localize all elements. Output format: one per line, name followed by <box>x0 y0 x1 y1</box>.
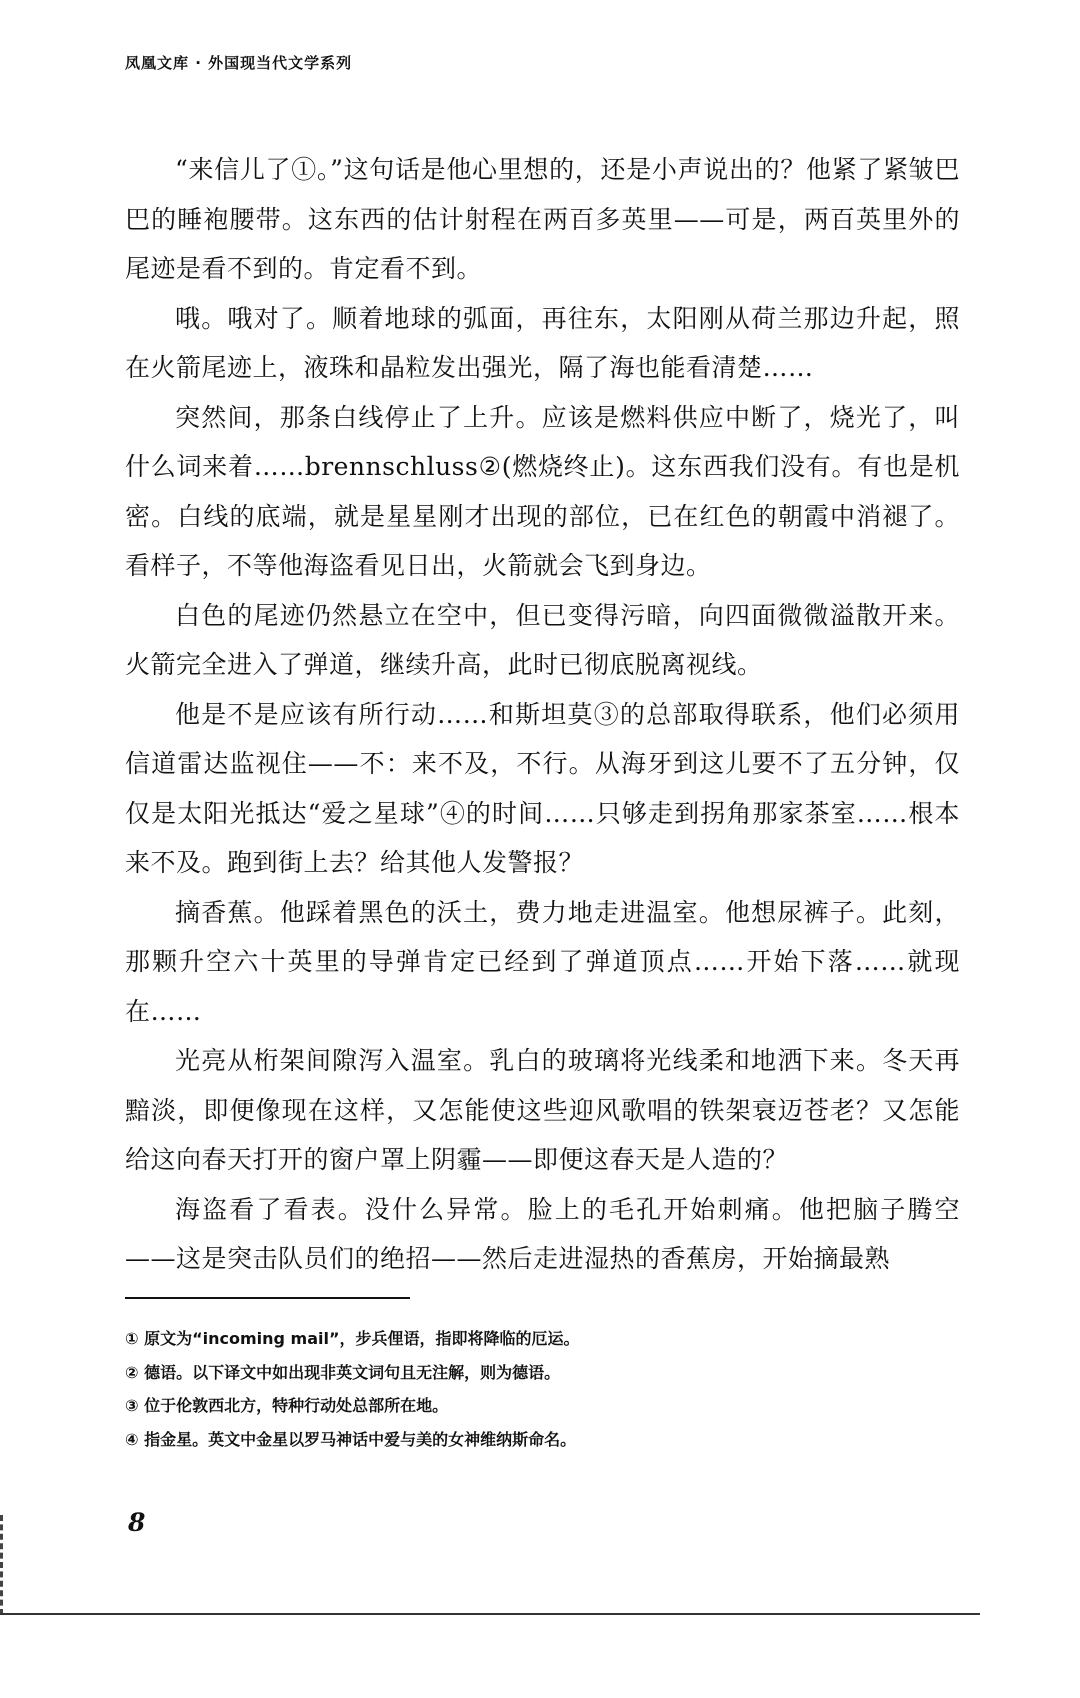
paragraph: 摘香蕉。他踩着黑色的沃土，费力地走进温室。他想尿裤子。此刻，那颗升空六十英里的导弹肯定已经到了弹道顶点……开始下落……就现在…… <box>125 897 960 1026</box>
paragraph: 突然间，那条白线停止了上升。应该是燃料供应中断了，烧光了，叫什么词来着……brennschluss②(燃烧终止)。这东西我们没有。有也是机密。白线的底端，就是星星刚才出现的部位，已在红色的朝霞中消褪了。看样子，不等他海盗看见日出，火箭就会飞到身边。 <box>125 402 960 580</box>
scan-bottom-line <box>0 1613 980 1615</box>
footnote: ① 原文为“incoming mail”，步兵俚语，指即将降临的厄运。 <box>125 1329 580 1348</box>
paragraph: 哦。哦对了。顺着地球的弧面，再往东，太阳刚从荷兰那边升起，照在火箭尾迹上，液珠和晶粒发出强光，隔了海也能看清楚…… <box>125 303 960 382</box>
paragraph: 光亮从桁架间隙泻入温室。乳白的玻璃将光线柔和地洒下来。冬天再黯淡，即便像现在这样，又怎能使这些迎风歌唱的铁架衰迈苍老？又怎能给这向春天打开的窗户罩上阴霾——即便这春天是人造的？ <box>125 1046 960 1174</box>
running-header: 凤凰文库 · 外国现当代文学系列 <box>125 54 353 72</box>
paragraph: “来信儿了①。”这句话是他心里想的，还是小声说出的？他紧了紧皱巴巴的睡袍腰带。这东西的估计射程在两百多英里——可是，两百英里外的尾迹是看不到的。肯定看不到。 <box>125 155 960 283</box>
body-text <box>125 145 960 1284</box>
paragraph: 他是不是应该有所行动……和斯坦莫③的总部取得联系，他们必须用信道雷达监视住——不：来不及，不行。从海牙到这儿要不了五分钟，仅仅是太阳光抵达“爱之星球”④的时间……只够走到拐角那家茶室……根本来不及。跑到街上去？给其他人发警报？ <box>125 699 960 877</box>
paragraph: 白色的尾迹仍然悬立在空中，但已变得污暗，向四面微微溢散开来。火箭完全进入了弹道，继续升高，此时已彻底脱离视线。 <box>125 600 960 679</box>
footnote-divider <box>125 1297 410 1299</box>
footnote: ② 德语。以下译文中如出现非英文词句且无注解，则为德语。 <box>125 1362 561 1382</box>
scan-edge-mark <box>0 1515 3 1615</box>
footnote: ④ 指金星。英文中金星以罗马神话中爱与美的女神维纳斯命名。 <box>125 1429 577 1449</box>
paragraph: 海盗看了看表。没什么异常。脸上的毛孔开始刺痛。他把脑子腾空——这是突击队员们的绝招——然后走进湿热的香蕉房，开始摘最熟 <box>125 1194 960 1273</box>
footnote: ③ 位于伦敦西北方，特种行动处总部所在地。 <box>125 1396 449 1415</box>
page-number: 8 <box>128 1508 146 1537</box>
footnotes <box>125 1322 960 1456</box>
